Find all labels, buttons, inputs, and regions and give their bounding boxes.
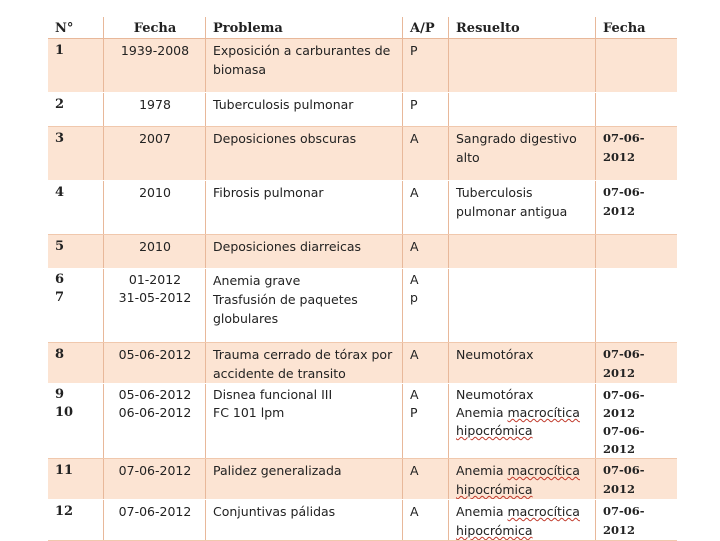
cell-no: 11	[48, 459, 104, 500]
table-row	[48, 343, 677, 384]
resolved-text: hipocrómica	[456, 482, 533, 497]
cell-fecha: 05-06-2012	[104, 343, 206, 384]
cell-ap	[403, 269, 449, 343]
resolved-word: macrocítica	[507, 463, 580, 478]
cell-no	[48, 269, 104, 343]
cell-no: 1	[48, 39, 104, 93]
cell-fecha-resuelto	[596, 93, 678, 127]
header-fecha-resuelto: Fecha	[596, 17, 678, 39]
table-header-row	[48, 17, 677, 39]
cell-resuelto	[449, 39, 596, 93]
cell-problema: Deposiciones obscuras	[206, 127, 403, 181]
cell-fecha-resuelto: 07-06-2012	[596, 343, 678, 384]
row-number: 6	[55, 272, 65, 287]
table-row	[48, 181, 677, 235]
table-row	[48, 384, 677, 459]
cell-resuelto	[449, 500, 596, 541]
cell-no: 2	[48, 93, 104, 127]
resolved-word: macrocítica	[507, 405, 580, 420]
problem-text: Disnea funcional III	[213, 387, 333, 402]
cell-fecha-resuelto: 07-06-2012	[596, 500, 678, 541]
resolved-text: Neumotórax	[456, 387, 534, 402]
cell-resuelto: Tuberculosis pulmonar antigua	[449, 181, 596, 235]
row-number: 7	[55, 290, 65, 305]
cell-fecha-resuelto	[596, 269, 678, 343]
resolved-word: Anemia	[456, 405, 504, 420]
resolved-text: hipocrómica	[456, 523, 533, 538]
resolved-date: 07-06-2012	[603, 424, 645, 456]
resolved-text	[456, 404, 589, 422]
cell-problema	[206, 269, 403, 343]
cell-fecha: 1978	[104, 93, 206, 127]
cell-fecha-resuelto	[596, 235, 678, 269]
cell-ap: A	[403, 343, 449, 384]
cell-resuelto	[449, 269, 596, 343]
cell-no: 3	[48, 127, 104, 181]
table-row	[48, 459, 677, 500]
cell-fecha: 1939-2008	[104, 39, 206, 93]
row-date: 06-06-2012	[118, 405, 192, 420]
cell-ap: A	[403, 235, 449, 269]
cell-ap: P	[403, 39, 449, 93]
cell-fecha-resuelto: 07-06-2012	[596, 181, 678, 235]
cell-fecha	[104, 384, 206, 459]
cell-ap: A	[403, 459, 449, 500]
ap-value: A	[410, 387, 419, 402]
cell-resuelto	[449, 459, 596, 500]
cell-fecha: 2007	[104, 127, 206, 181]
cell-resuelto	[449, 235, 596, 269]
header-no: N°	[48, 17, 104, 39]
table-row	[48, 500, 677, 541]
cell-resuelto	[449, 384, 596, 459]
row-date: 01-2012	[128, 272, 182, 287]
problem-list-table	[48, 17, 677, 541]
cell-problema: Palidez generalizada	[206, 459, 403, 500]
row-date: 05-06-2012	[118, 387, 192, 402]
cell-problema: Tuberculosis pulmonar	[206, 93, 403, 127]
table-row	[48, 93, 677, 127]
cell-problema: Trauma cerrado de tórax por accidente de transito	[206, 343, 403, 384]
header-problema: Problema	[206, 17, 403, 39]
cell-no: 5	[48, 235, 104, 269]
cell-problema	[206, 384, 403, 459]
cell-resuelto: Sangrado digestivo alto	[449, 127, 596, 181]
cell-no: 12	[48, 500, 104, 541]
resolved-word: Anemia	[456, 463, 504, 478]
table-row	[48, 269, 677, 343]
resolved-word: macrocítica	[507, 504, 580, 519]
resolved-text	[456, 502, 589, 521]
resolved-text	[456, 461, 589, 480]
row-number: 10	[55, 405, 74, 420]
ap-value: p	[410, 290, 418, 305]
header-fecha: Fecha	[104, 17, 206, 39]
cell-fecha	[104, 269, 206, 343]
cell-ap	[403, 384, 449, 459]
cell-resuelto	[449, 93, 596, 127]
cell-fecha-resuelto	[596, 39, 678, 93]
problem-text: Trasfusión de paquetes globulares	[213, 292, 358, 326]
cell-fecha: 07-06-2012	[104, 459, 206, 500]
cell-problema: Deposiciones diarreicas	[206, 235, 403, 269]
row-number: 9	[55, 387, 65, 402]
cell-fecha: 2010	[104, 235, 206, 269]
cell-problema: Conjuntivas pálidas	[206, 500, 403, 541]
cell-resuelto: Neumotórax	[449, 343, 596, 384]
cell-ap: A	[403, 127, 449, 181]
cell-ap: P	[403, 93, 449, 127]
resolved-text: hipocrómica	[456, 423, 533, 438]
cell-fecha-resuelto: 07-06-2012	[596, 127, 678, 181]
cell-fecha: 07-06-2012	[104, 500, 206, 541]
cell-no	[48, 384, 104, 459]
header-resuelto: Resuelto	[449, 17, 596, 39]
problem-text: FC 101 lpm	[213, 405, 285, 420]
cell-problema: Fibrosis pulmonar	[206, 181, 403, 235]
cell-problema: Exposición a carburantes de biomasa	[206, 39, 403, 93]
resolved-date: 07-06-2012	[603, 388, 645, 420]
cell-no: 4	[48, 181, 104, 235]
table-row	[48, 235, 677, 269]
table-row	[48, 127, 677, 181]
cell-ap: A	[403, 500, 449, 541]
cell-fecha-resuelto	[596, 384, 678, 459]
ap-value: A	[410, 272, 419, 287]
header-ap: A/P	[403, 17, 449, 39]
table-row	[48, 39, 677, 93]
cell-fecha: 2010	[104, 181, 206, 235]
row-date: 31-05-2012	[118, 290, 192, 305]
cell-fecha-resuelto: 07-06-2012	[596, 459, 678, 500]
ap-value: P	[410, 405, 418, 420]
cell-no: 8	[48, 343, 104, 384]
cell-ap: A	[403, 181, 449, 235]
resolved-word: Anemia	[456, 504, 504, 519]
problem-text: Anemia grave	[213, 273, 301, 288]
